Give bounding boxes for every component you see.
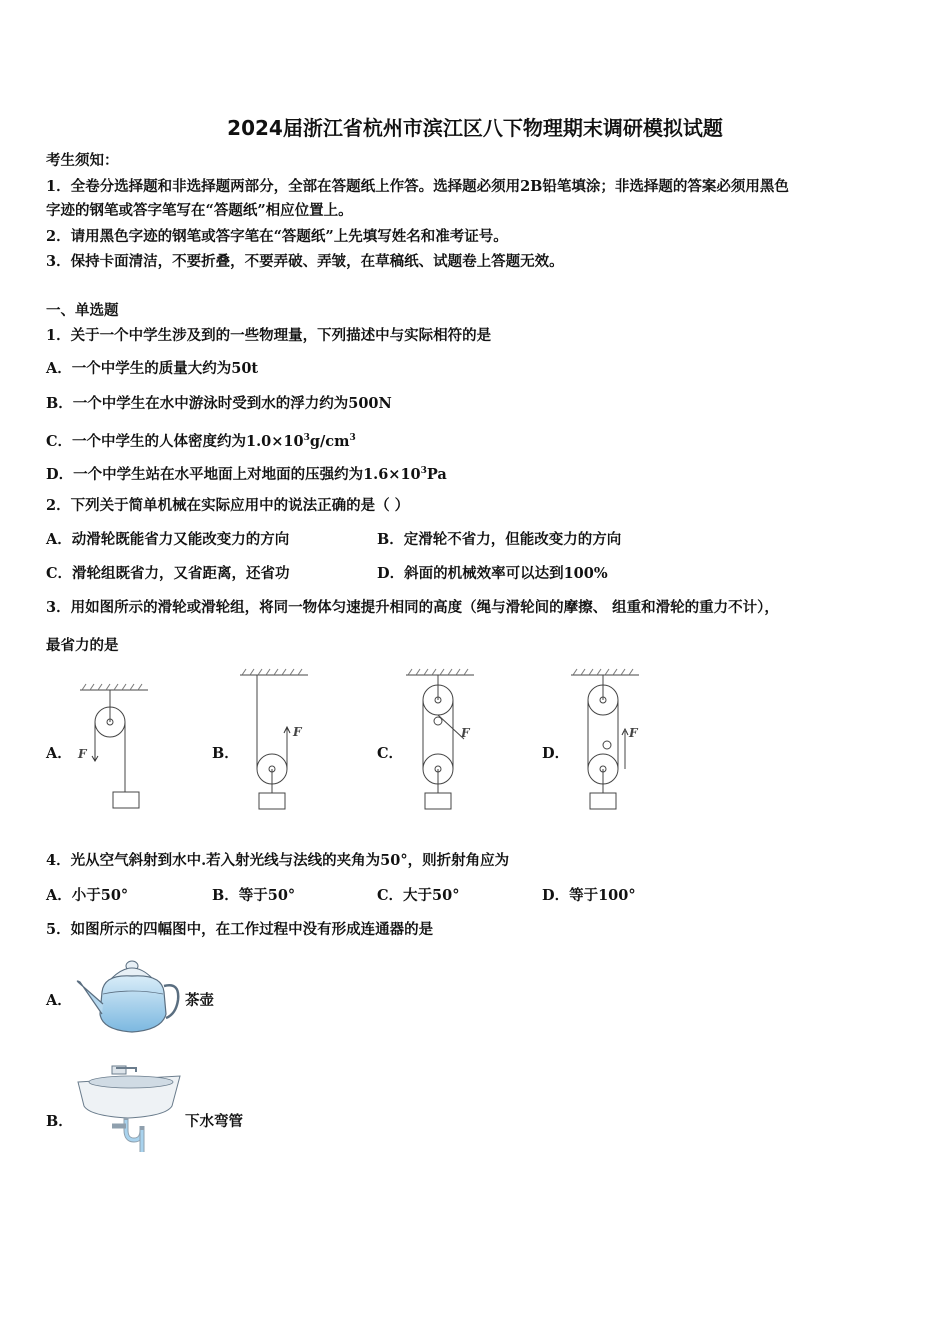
q1-option-d: D．一个中学生站在水平地面上对地面的压强约为$1.6\times 10^3Pa$: [46, 465, 447, 483]
q2-option-c: C．滑轮组既省力，又省距离，还省功: [46, 565, 290, 582]
q2-option-a: A．动滑轮既能省力又能改变力的方向: [46, 531, 290, 548]
force-label-a: F: [78, 747, 87, 761]
notice-item-3: 3．保持卡面清洁，不要折叠，不要弄破、弄皱，在草稿纸、试题卷上答题无效。: [46, 253, 564, 270]
q3-label-c: C．: [377, 745, 404, 762]
pulley-figure-d: [563, 665, 658, 815]
q4-option-c: C．大于50°: [377, 887, 460, 904]
q3-stem-cont: 最省力的是: [46, 637, 119, 654]
q3-label-b: B．: [212, 745, 239, 762]
pulley-figure-a: [70, 680, 160, 815]
q1-option-c: C．一个中学生的人体密度约为$1.0\times 10^3g/cm^3$: [46, 432, 356, 450]
q2-option-d: D．斜面的机械效率可以达到100%: [377, 565, 608, 582]
q5-option-b-text: 下水弯管: [185, 1113, 243, 1130]
notice-item-2: 2．请用黑色字迹的钢笔或答字笔在“答题纸”上先填写姓名和准考证号。: [46, 228, 508, 245]
notice-item-1: 1．全卷分选择题和非选择题两部分，全部在答题纸上作答。选择题必须用2B铅笔填涂；非选择题的答案必须用黑色: [46, 178, 789, 195]
force-label-c: F: [461, 726, 470, 740]
q2-option-b: B．定滑轮不省力，但能改变力的方向: [377, 531, 622, 548]
notice-item-1-cont: 字迹的钢笔或答字笔写在“答题纸”相应位置上。: [46, 202, 353, 219]
q1-option-a: A．一个中学生的质量大约为50t: [46, 360, 259, 377]
q3-label-d: D．: [542, 745, 570, 762]
q4-option-a: A．小于50°: [46, 887, 129, 904]
q1-stem: 1．关于一个中学生涉及到的一些物理量，下列描述中与实际相符的是: [46, 327, 492, 344]
q5-stem: 5．如图所示的四幅图中，在工作过程中没有形成连通器的是: [46, 921, 434, 938]
section-heading: 一、单选题: [46, 302, 119, 319]
q1-option-b: B．一个中学生在水中游泳时受到水的浮力约为500N: [46, 395, 392, 412]
notice-heading: 考生须知：: [46, 152, 119, 169]
pulley-figure-c: [398, 665, 493, 815]
q4-option-d: D．等于100°: [542, 887, 636, 904]
q4-stem: 4．光从空气斜射到水中.若入射光线与法线的夹角为50°，则折射角应为: [46, 852, 510, 869]
q5-option-a-text: 茶壶: [185, 992, 214, 1009]
q3-label-a: A．: [46, 745, 72, 762]
q5-option-b-label: B．: [46, 1113, 73, 1130]
teapot-image: [74, 952, 184, 1036]
force-label-b: F: [293, 725, 302, 739]
q4-option-b: B．等于50°: [212, 887, 296, 904]
page-title: 2024届浙江省杭州市滨江区八下物理期末调研模拟试题: [227, 116, 723, 140]
q5-option-a-label: A．: [46, 992, 72, 1009]
pulley-figure-b: [232, 665, 322, 815]
force-label-d: F: [629, 726, 638, 740]
q2-stem: 2．下列关于简单机械在实际应用中的说法正确的是（ ）: [46, 497, 410, 514]
q3-stem: 3．用如图所示的滑轮或滑轮组，将同一物体匀速提升相同的高度（绳与滑轮间的摩擦、 组重和滑轮的重力不计），: [46, 599, 779, 616]
sink-drain-image: [76, 1060, 182, 1156]
